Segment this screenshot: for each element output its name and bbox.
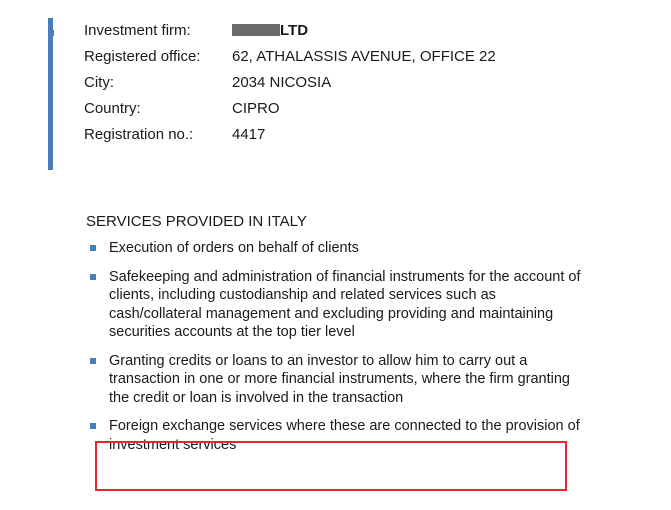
firm-label-city: City: bbox=[84, 74, 114, 91]
list-item bbox=[86, 417, 586, 454]
accent-square-marker bbox=[48, 30, 54, 36]
services-section-title: SERVICES PROVIDED IN ITALY bbox=[86, 213, 307, 230]
bullet-square-icon bbox=[90, 274, 96, 280]
list-item-text: Foreign exchange services where these are connected to the provision of investment services bbox=[109, 418, 580, 453]
firm-label-registered-office: Registered office: bbox=[84, 48, 201, 65]
firm-info-block bbox=[48, 18, 496, 170]
services-section bbox=[86, 213, 586, 454]
table-row bbox=[84, 18, 496, 44]
firm-label-country: Country: bbox=[84, 100, 141, 117]
firm-value-country: CIPRO bbox=[232, 100, 280, 117]
bullet-square-icon bbox=[90, 423, 96, 429]
firm-label-investment-firm: Investment firm: bbox=[84, 22, 191, 39]
list-item bbox=[86, 239, 586, 258]
list-item-text: Granting credits or loans to an investor to allow him to carry out a transaction in one or more financial instruments, where the firm granting the credit or loan is involved in the transaction bbox=[109, 352, 570, 406]
bullet-square-icon bbox=[90, 245, 96, 251]
firm-value-investment-firm bbox=[232, 18, 496, 44]
firm-details-table bbox=[84, 18, 496, 148]
firm-value-registration-no: 4417 bbox=[232, 126, 266, 143]
redaction-bar-icon bbox=[232, 24, 280, 36]
firm-value-registered-office: 62, ATHALASSIS AVENUE, OFFICE 22 bbox=[232, 48, 496, 65]
accent-vertical-bar bbox=[48, 18, 53, 170]
firm-value-investment-firm-text: LTD bbox=[280, 22, 309, 39]
list-item bbox=[86, 352, 586, 408]
list-item-text: Execution of orders on behalf of clients bbox=[109, 240, 359, 256]
firm-label-registration-no: Registration no.: bbox=[84, 126, 194, 143]
list-item-text: Safekeeping and administration of financial instruments for the account of clients, including custodianship and related services such as cash/collateral management and excluding providing and maintaining securities accounts at the top tier level bbox=[109, 268, 581, 340]
table-row bbox=[84, 96, 496, 122]
table-row bbox=[84, 70, 496, 96]
bullet-square-icon bbox=[90, 358, 96, 364]
services-list bbox=[86, 239, 586, 454]
table-row bbox=[84, 122, 496, 148]
firm-value-city: 2034 NICOSIA bbox=[232, 74, 332, 91]
table-row bbox=[84, 44, 496, 70]
list-item bbox=[86, 268, 586, 342]
